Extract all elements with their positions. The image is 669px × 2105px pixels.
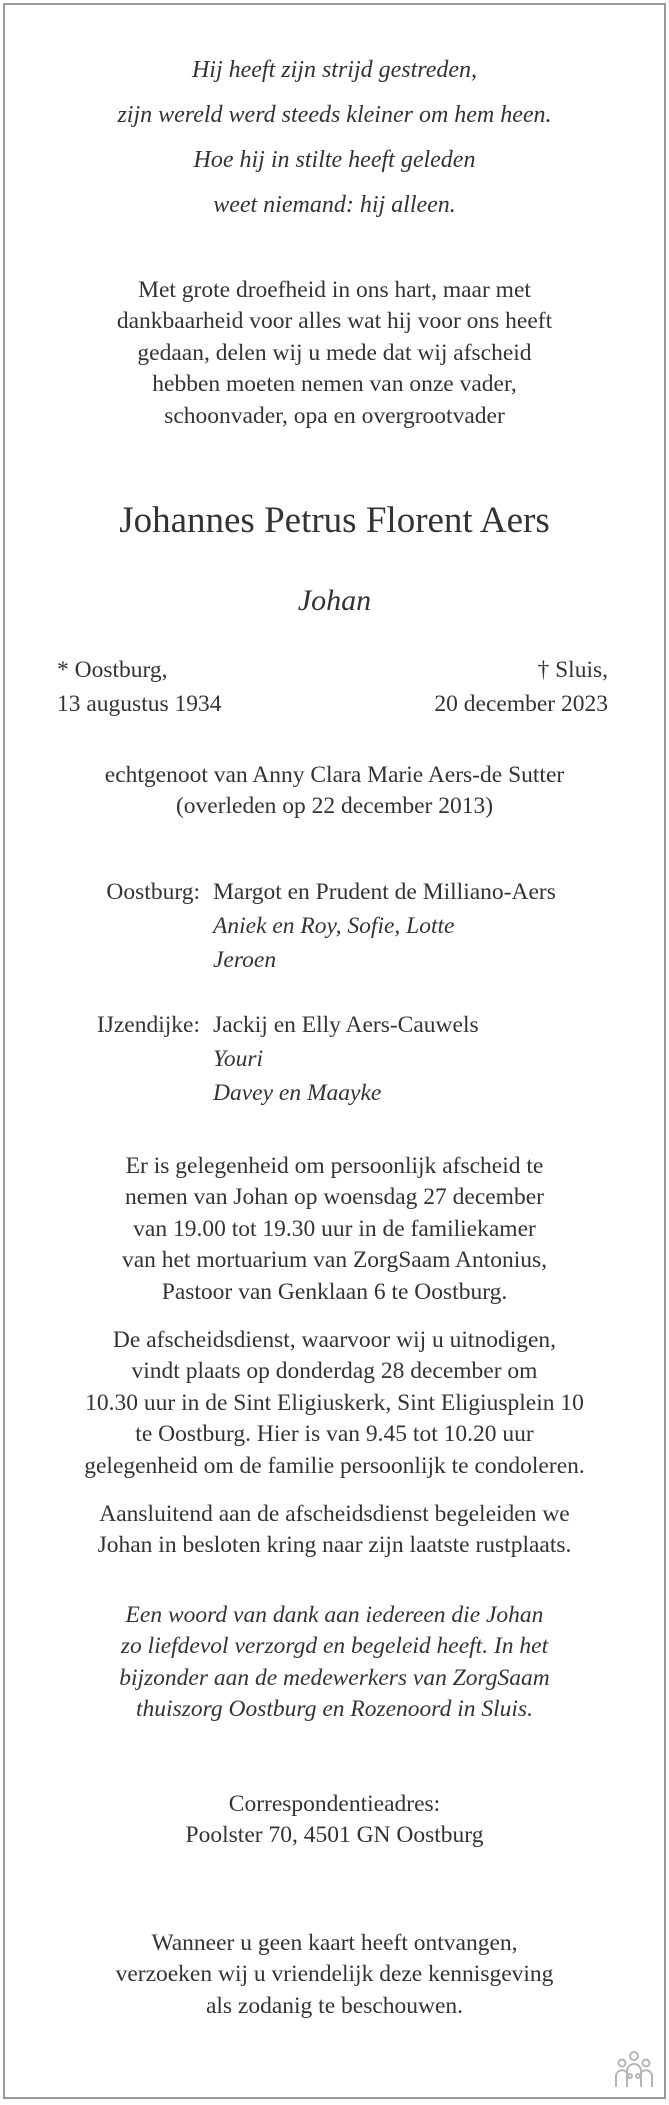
spouse-line: (overleden op 22 december 2013) xyxy=(175,793,494,820)
service-line: gelegenheid om de familie persoonlijk te condoleren. xyxy=(84,1452,585,1479)
visitation-line: Er is gelegenheid om persoonlijk afscheid te xyxy=(125,1153,544,1179)
intro-text xyxy=(5,275,664,432)
grandchildren-line: Aniek en Roy, Sofie, Lotte xyxy=(213,913,455,939)
closing-text xyxy=(5,1928,664,2022)
birth-place: * Oostburg, xyxy=(57,657,168,683)
death-place: † Sluis, xyxy=(537,657,608,683)
correspondence-address xyxy=(5,1789,664,1852)
service-text xyxy=(5,1325,664,1482)
spouse-text xyxy=(5,760,664,823)
thanks-line: bijzonder aan de medewerkers van ZorgSaam xyxy=(119,1664,550,1691)
intro-line: schoonvader, opa en overgrootvader xyxy=(164,402,505,429)
closing-line: verzoeken wij u vriendelijk deze kennisgeving xyxy=(115,1961,554,1988)
thanks-line: Een woord van dank aan iedereen die Johan xyxy=(125,1602,544,1628)
correspondence-line: Poolster 70, 4501 GN Oostburg xyxy=(185,1822,484,1849)
family-place: IJzendijke: xyxy=(96,1012,200,1038)
death-info xyxy=(434,653,608,721)
grandchildren-line: Davey en Maayke xyxy=(213,1080,382,1106)
grandchildren-line: Jeroen xyxy=(213,947,277,973)
intro-line: Met grote droefheid in ons hart, maar met xyxy=(138,277,531,303)
visitation-line: van 19.00 tot 19.30 uur in de familiekamer xyxy=(133,1215,536,1242)
birth-date: 13 augustus 1934 xyxy=(57,691,222,717)
people-group-icon xyxy=(612,2049,656,2089)
poem-line: weet niemand: hij alleen. xyxy=(213,192,456,218)
visitation-line: van het mortuarium van ZorgSaam Antonius, xyxy=(121,1247,548,1274)
service-line: vindt plaats op donderdag 28 december om xyxy=(131,1358,538,1385)
service-line: De afscheidsdienst, waarvoor wij u uitnodigen, xyxy=(112,1327,557,1353)
death-notice-card xyxy=(3,3,666,2099)
service-line: te Oostburg. Hier is van 9.45 tot 10.20 uur xyxy=(135,1421,534,1448)
deceased-nickname: Johan xyxy=(297,584,372,617)
burial-text xyxy=(5,1499,664,1562)
burial-line: Johan in besloten kring naar zijn laatste rustplaats. xyxy=(97,1532,572,1559)
intro-line: gedaan, delen wij u mede dat wij afscheid xyxy=(137,339,532,366)
family-head: Jackij en Elly Aers-Cauwels xyxy=(213,1012,479,1038)
poem xyxy=(5,48,664,228)
family-place: Oostburg: xyxy=(106,879,200,905)
family-members xyxy=(213,875,556,977)
thanks-line: zo liefdevol verzorgd en begeleid heeft. In het xyxy=(120,1633,549,1660)
birth-info xyxy=(57,653,222,721)
grandchildren-line: Youri xyxy=(213,1046,264,1072)
family-members xyxy=(213,1008,479,1110)
poem-line: Hij heeft zijn strijd gestreden, xyxy=(191,57,478,83)
closing-line: Wanneer u geen kaart heeft ontvangen, xyxy=(151,1930,518,1956)
thanks-line: thuiszorg Oostburg en Rozenoord in Sluis. xyxy=(136,1696,533,1723)
visitation-line: Pastoor van Genklaan 6 te Oostburg. xyxy=(161,1278,508,1305)
family-head: Margot en Prudent de Milliano-Aers xyxy=(213,879,556,905)
burial-line: Aansluitend aan de afscheidsdienst begeleiden we xyxy=(99,1501,570,1527)
spouse-line: echtgenoot van Anny Clara Marie Aers-de Sutter xyxy=(104,762,565,788)
visitation-line: nemen van Johan op woensdag 27 december xyxy=(125,1184,544,1211)
poem-line: zijn wereld werd steeds kleiner om hem heen. xyxy=(117,102,552,128)
intro-line: hebben moeten nemen van onze vader, xyxy=(152,371,517,398)
deceased-name: Johannes Petrus Florent Aers xyxy=(119,500,550,541)
service-line: 10.30 uur in de Sint Eligiuskerk, Sint Eligiusplein 10 xyxy=(85,1389,584,1416)
thanks-text xyxy=(5,1600,664,1726)
intro-line: dankbaarheid voor alles wat hij voor ons heeft xyxy=(116,308,553,335)
death-date: 20 december 2023 xyxy=(434,691,608,717)
visitation-text xyxy=(5,1151,664,1308)
correspondence-label: Correspondentieadres: xyxy=(228,1791,441,1817)
poem-line: Hoe hij in stilte heeft geleden xyxy=(193,147,476,173)
closing-line: als zodanig te beschouwen. xyxy=(205,1992,464,2019)
